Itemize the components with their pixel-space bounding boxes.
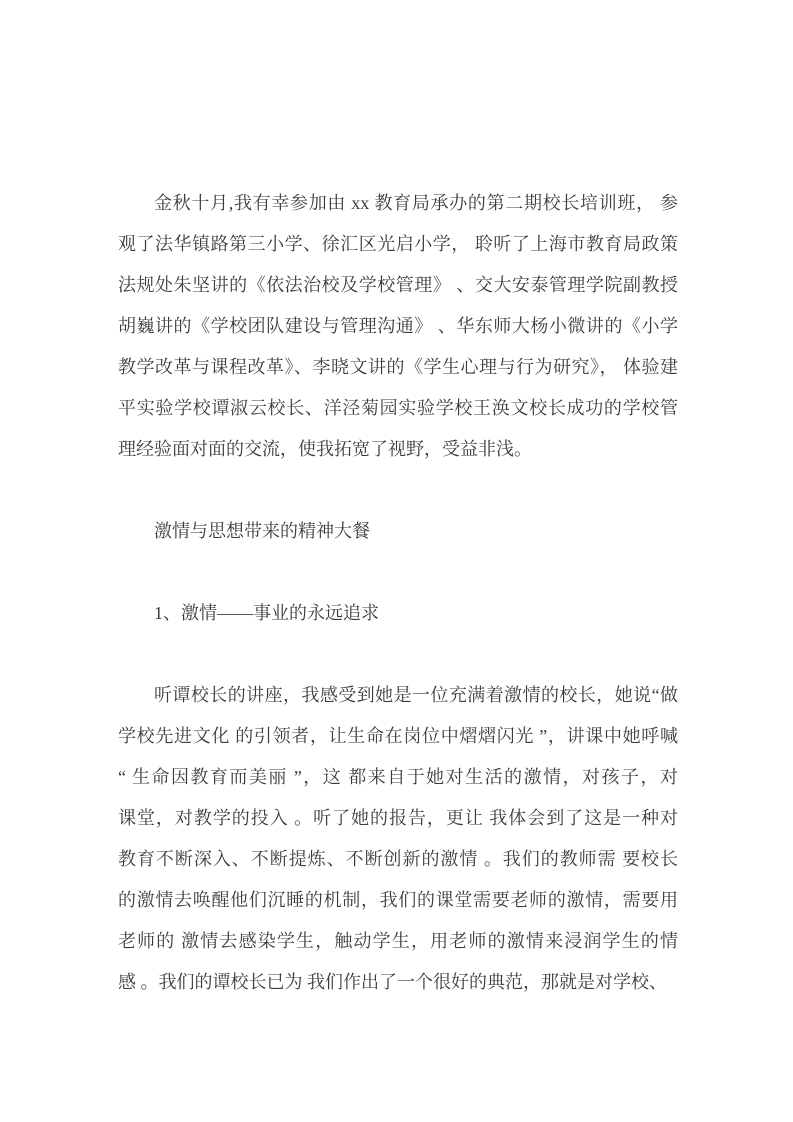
text-line: 学校先进文化 的引领者，让生命在岗位中熠熠闪光 ”，讲课中她呼喊 [118, 726, 678, 746]
text-line: 法规处朱坚讲的《依法治校及学校管理》 、交大安泰管理学院副教授 [118, 275, 678, 295]
text-line: “ 生命因教育而美丽 ”，这 都来自于她对生活的激情，对孩子，对 [118, 767, 678, 787]
document-body [118, 183, 678, 1003]
text-line: 的激情去唤醒他们沉睡的机制，我们的课堂需要老师的激情，需要用 [118, 890, 678, 910]
text-line: 理经验面对面的交流，使我拓宽了视野，受益非浅。 [118, 439, 532, 459]
text-line: 感 。我们的谭校长已为 我们作出了一个很好的典范，那就是对学校、 [118, 972, 667, 992]
text-line: 课堂，对教学的投入 。听了她的报告，更让 我体会到了这是一种对 [118, 808, 678, 828]
heading-sub-1 [118, 593, 678, 634]
text-line: 听谭校长的讲座，我感受到她是一位充满着激情的校长，她说“做 [154, 685, 678, 705]
text-line: 金秋十月,我有幸参加由 xx 教育局承办的第二期校长培训班， 参 [154, 193, 678, 213]
paragraph-intro [118, 183, 678, 470]
text-line: 胡巍讲的《学校团队建设与管理沟通》 、华东师大杨小微讲的《小学 [118, 316, 678, 336]
text-line: 观了法华镇路第三小学、徐汇区光启小学， 聆听了上海市教育局政策 [118, 234, 678, 254]
paragraph-passion [118, 675, 678, 1003]
heading-main [118, 511, 678, 552]
text-line: 1、激情——事业的永远追求 [154, 603, 379, 623]
text-line: 激情与思想带来的精神大餐 [154, 521, 370, 541]
text-line: 教学改革与课程改革》、李晓文讲的《学生心理与行为研究》， 体验建 [118, 357, 678, 377]
text-line: 平实验学校谭淑云校长、洋泾菊园实验学校王涣文校长成功的学校管 [118, 398, 678, 418]
text-line: 老师的 激情去感染学生，触动学生，用老师的激情来浸润学生的情 [118, 931, 678, 951]
text-line: 教育不断深入、不断提炼、不断创新的激情 。我们的教师需 要校长 [118, 849, 678, 869]
